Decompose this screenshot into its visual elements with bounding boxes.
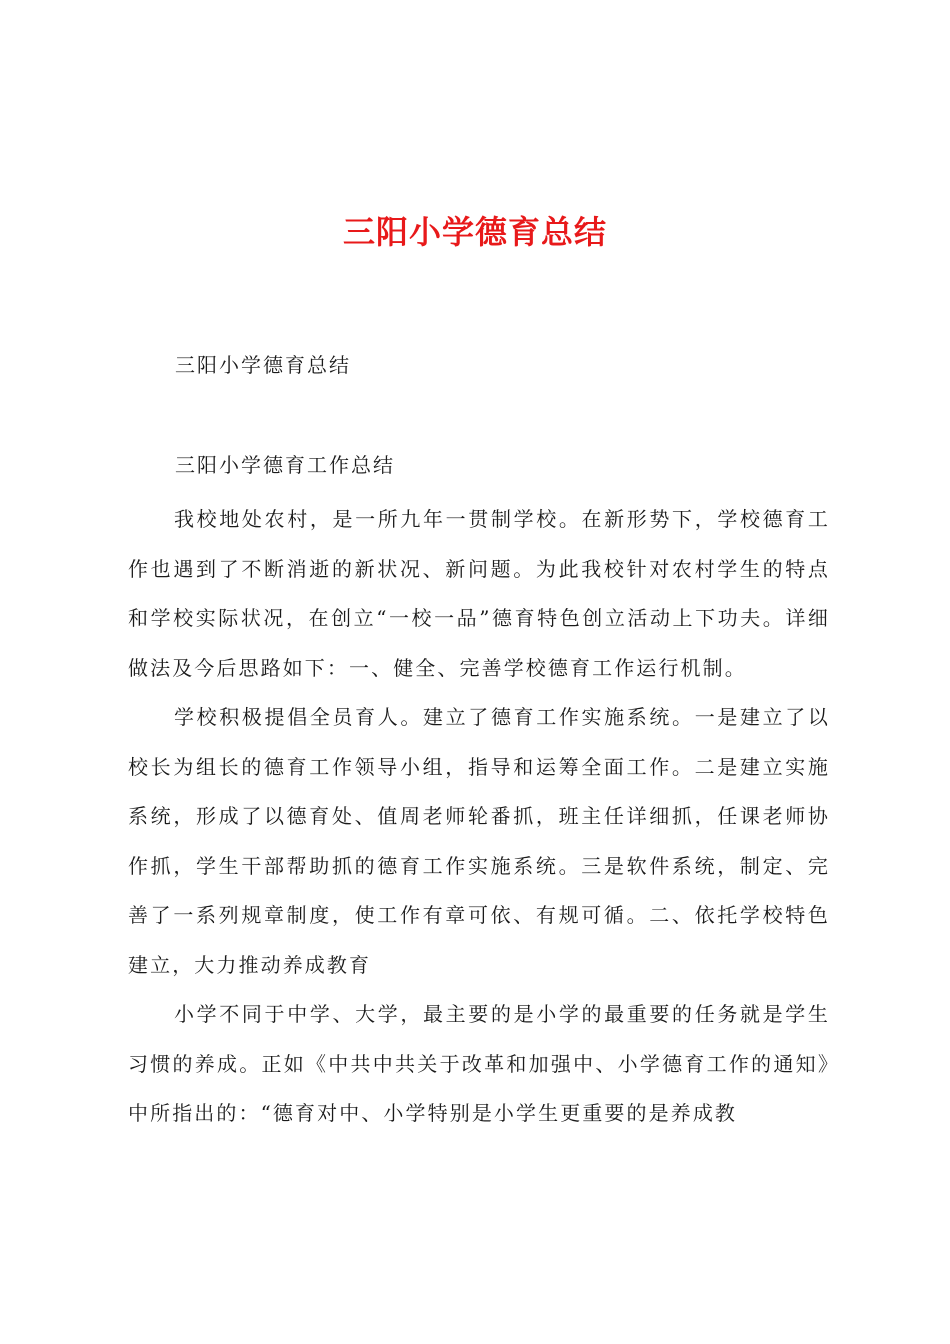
paragraph-2: 学校积极提倡全员育人。建立了德育工作实施系统。一是建立了以校长为组长的德育工作领导小组，指导和运筹全面工作。二是建立实施系统，形成了以德育处、值周老师轮番抓，班主任详细抓，任课老师协作抓，学生干部帮助抓的德育工作实施系统。三是软件系统，制定、完善了一系列规章制度，使工作有章可依、有规可循。二、依托学校特色建立，大力推动养成教育 [128, 705, 830, 977]
document-title: 三阳小学德育总结 [342, 213, 607, 251]
paragraph-1: 我校地处农村，是一所九年一贯制学校。在新形势下，学校德育工作也遇到了不断消逝的新状况、新问题。为此我校针对农村学生的特点和学校实际状况，在创立“一校一品”德育特色创立活动上下功夫。详细做法及今后思路如下：一、健全、完善学校德育工作运行机制。 [128, 507, 830, 680]
paragraph-3: 小学不同于中学、大学，最主要的是小学的最重要的任务就是学生习惯的养成。正如《中共中共关于改革和加强中、小学德育工作的通知》中所指出的：“德育对中、小学特别是小学生更重要的是养成教 [128, 1002, 830, 1125]
body-text [128, 495, 830, 1139]
document-subtitle: 三阳小学德育总结 [175, 353, 351, 377]
section-heading: 三阳小学德育工作总结 [175, 453, 395, 477]
